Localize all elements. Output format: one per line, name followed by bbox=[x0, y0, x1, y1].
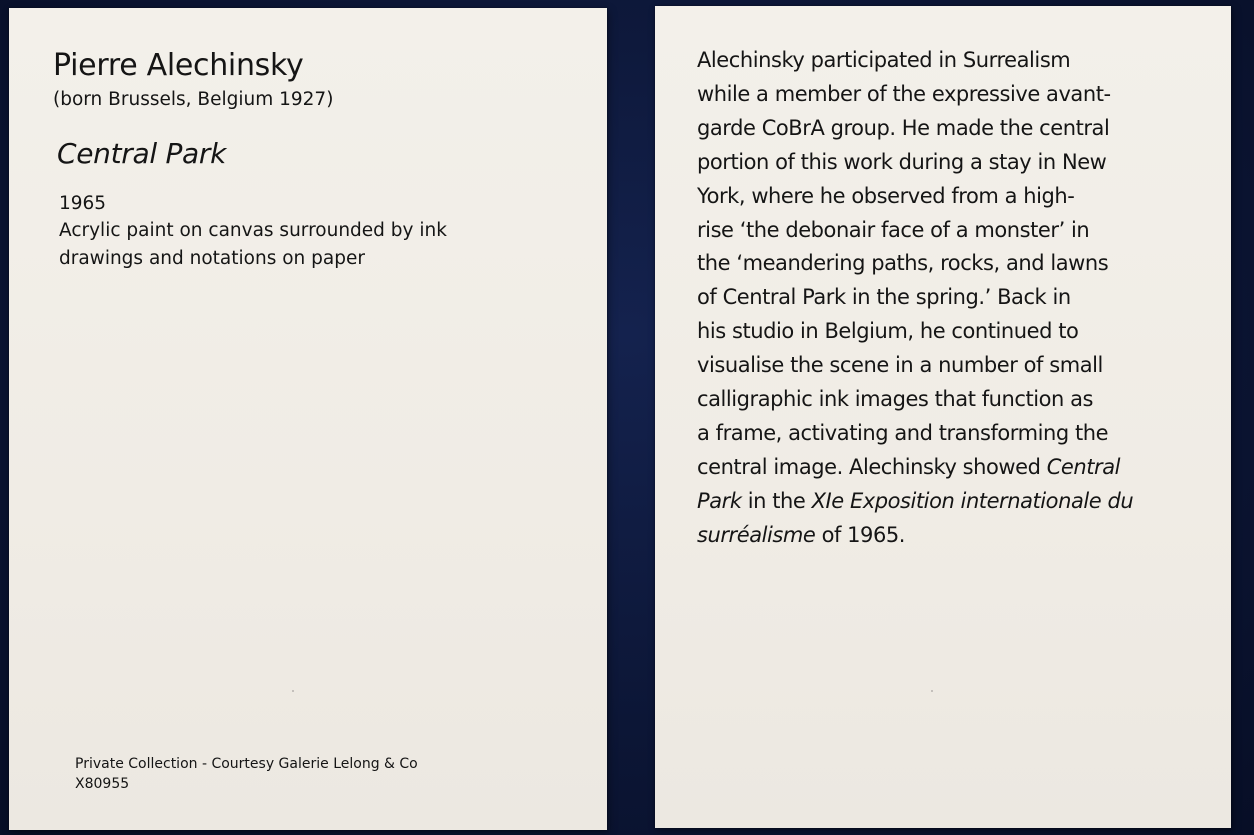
description-text-run: central image. Alechinsky showed bbox=[697, 454, 1047, 479]
credit-text: Private Collection - Courtesy Galerie Lelong & Co bbox=[75, 756, 418, 772]
description-text-run: his studio in Belgium, he continued to bbox=[697, 319, 1079, 344]
italic-title-text: Park bbox=[697, 488, 742, 513]
description-text-run: in the bbox=[741, 488, 812, 513]
accession-number: X80955 bbox=[75, 776, 130, 792]
italic-title-text: surréalisme bbox=[697, 522, 816, 547]
artwork-title: Central Park bbox=[57, 137, 227, 170]
description-text-run: York, where he observed from a high- bbox=[697, 183, 1075, 208]
description-text-run: portion of this work during a stay in New bbox=[697, 149, 1107, 174]
description-text-run: rise ‘the debonair face of a monster’ in bbox=[697, 217, 1090, 242]
description-line bbox=[697, 349, 1133, 383]
description-line bbox=[697, 247, 1133, 281]
description-text-run: garde CoBrA group. He made the central bbox=[697, 115, 1110, 140]
card-speck bbox=[292, 690, 294, 692]
description-line bbox=[697, 78, 1133, 112]
description-text-run: calligraphic ink images that function as bbox=[697, 387, 1094, 412]
italic-title-text: Central bbox=[1046, 454, 1121, 479]
description-text-run: the ‘meandering paths, rocks, and lawns bbox=[697, 251, 1109, 276]
description-text-run: of Central Park in the spring.’ Back in bbox=[697, 285, 1071, 310]
artwork-year: 1965 bbox=[59, 193, 107, 214]
artwork-medium bbox=[59, 217, 447, 273]
description-line bbox=[697, 112, 1133, 146]
description-text-run: while a member of the expressive avant- bbox=[697, 81, 1111, 106]
medium-line: Acrylic paint on canvas surrounded by ink bbox=[59, 220, 447, 241]
description-text-run: visualise the scene in a number of small bbox=[697, 353, 1103, 378]
description-text-run: Alechinsky participated in Surrealism bbox=[697, 48, 1071, 72]
credit-line bbox=[75, 754, 418, 794]
description-text-run: of 1965. bbox=[815, 522, 906, 547]
description-line bbox=[697, 519, 1133, 553]
description-line bbox=[697, 315, 1133, 349]
description-line bbox=[697, 180, 1133, 214]
artist-name: Pierre Alechinsky bbox=[53, 48, 304, 83]
card-speck bbox=[931, 690, 933, 692]
description-line bbox=[697, 44, 1133, 78]
artist-birth-info: (born Brussels, Belgium 1927) bbox=[53, 89, 334, 110]
artwork-label-card bbox=[9, 8, 607, 830]
description-line bbox=[697, 485, 1133, 519]
medium-line: drawings and notations on paper bbox=[59, 248, 365, 269]
description-line bbox=[697, 451, 1133, 485]
description-text bbox=[697, 44, 1133, 553]
description-line bbox=[697, 146, 1133, 180]
description-line bbox=[697, 214, 1133, 248]
description-line bbox=[697, 417, 1133, 451]
description-card bbox=[655, 6, 1231, 828]
description-line bbox=[697, 383, 1133, 417]
description-line bbox=[697, 281, 1133, 315]
description-text-run: a frame, activating and transforming the bbox=[697, 420, 1109, 445]
italic-title-text: XIe Exposition internationale du bbox=[811, 488, 1134, 513]
